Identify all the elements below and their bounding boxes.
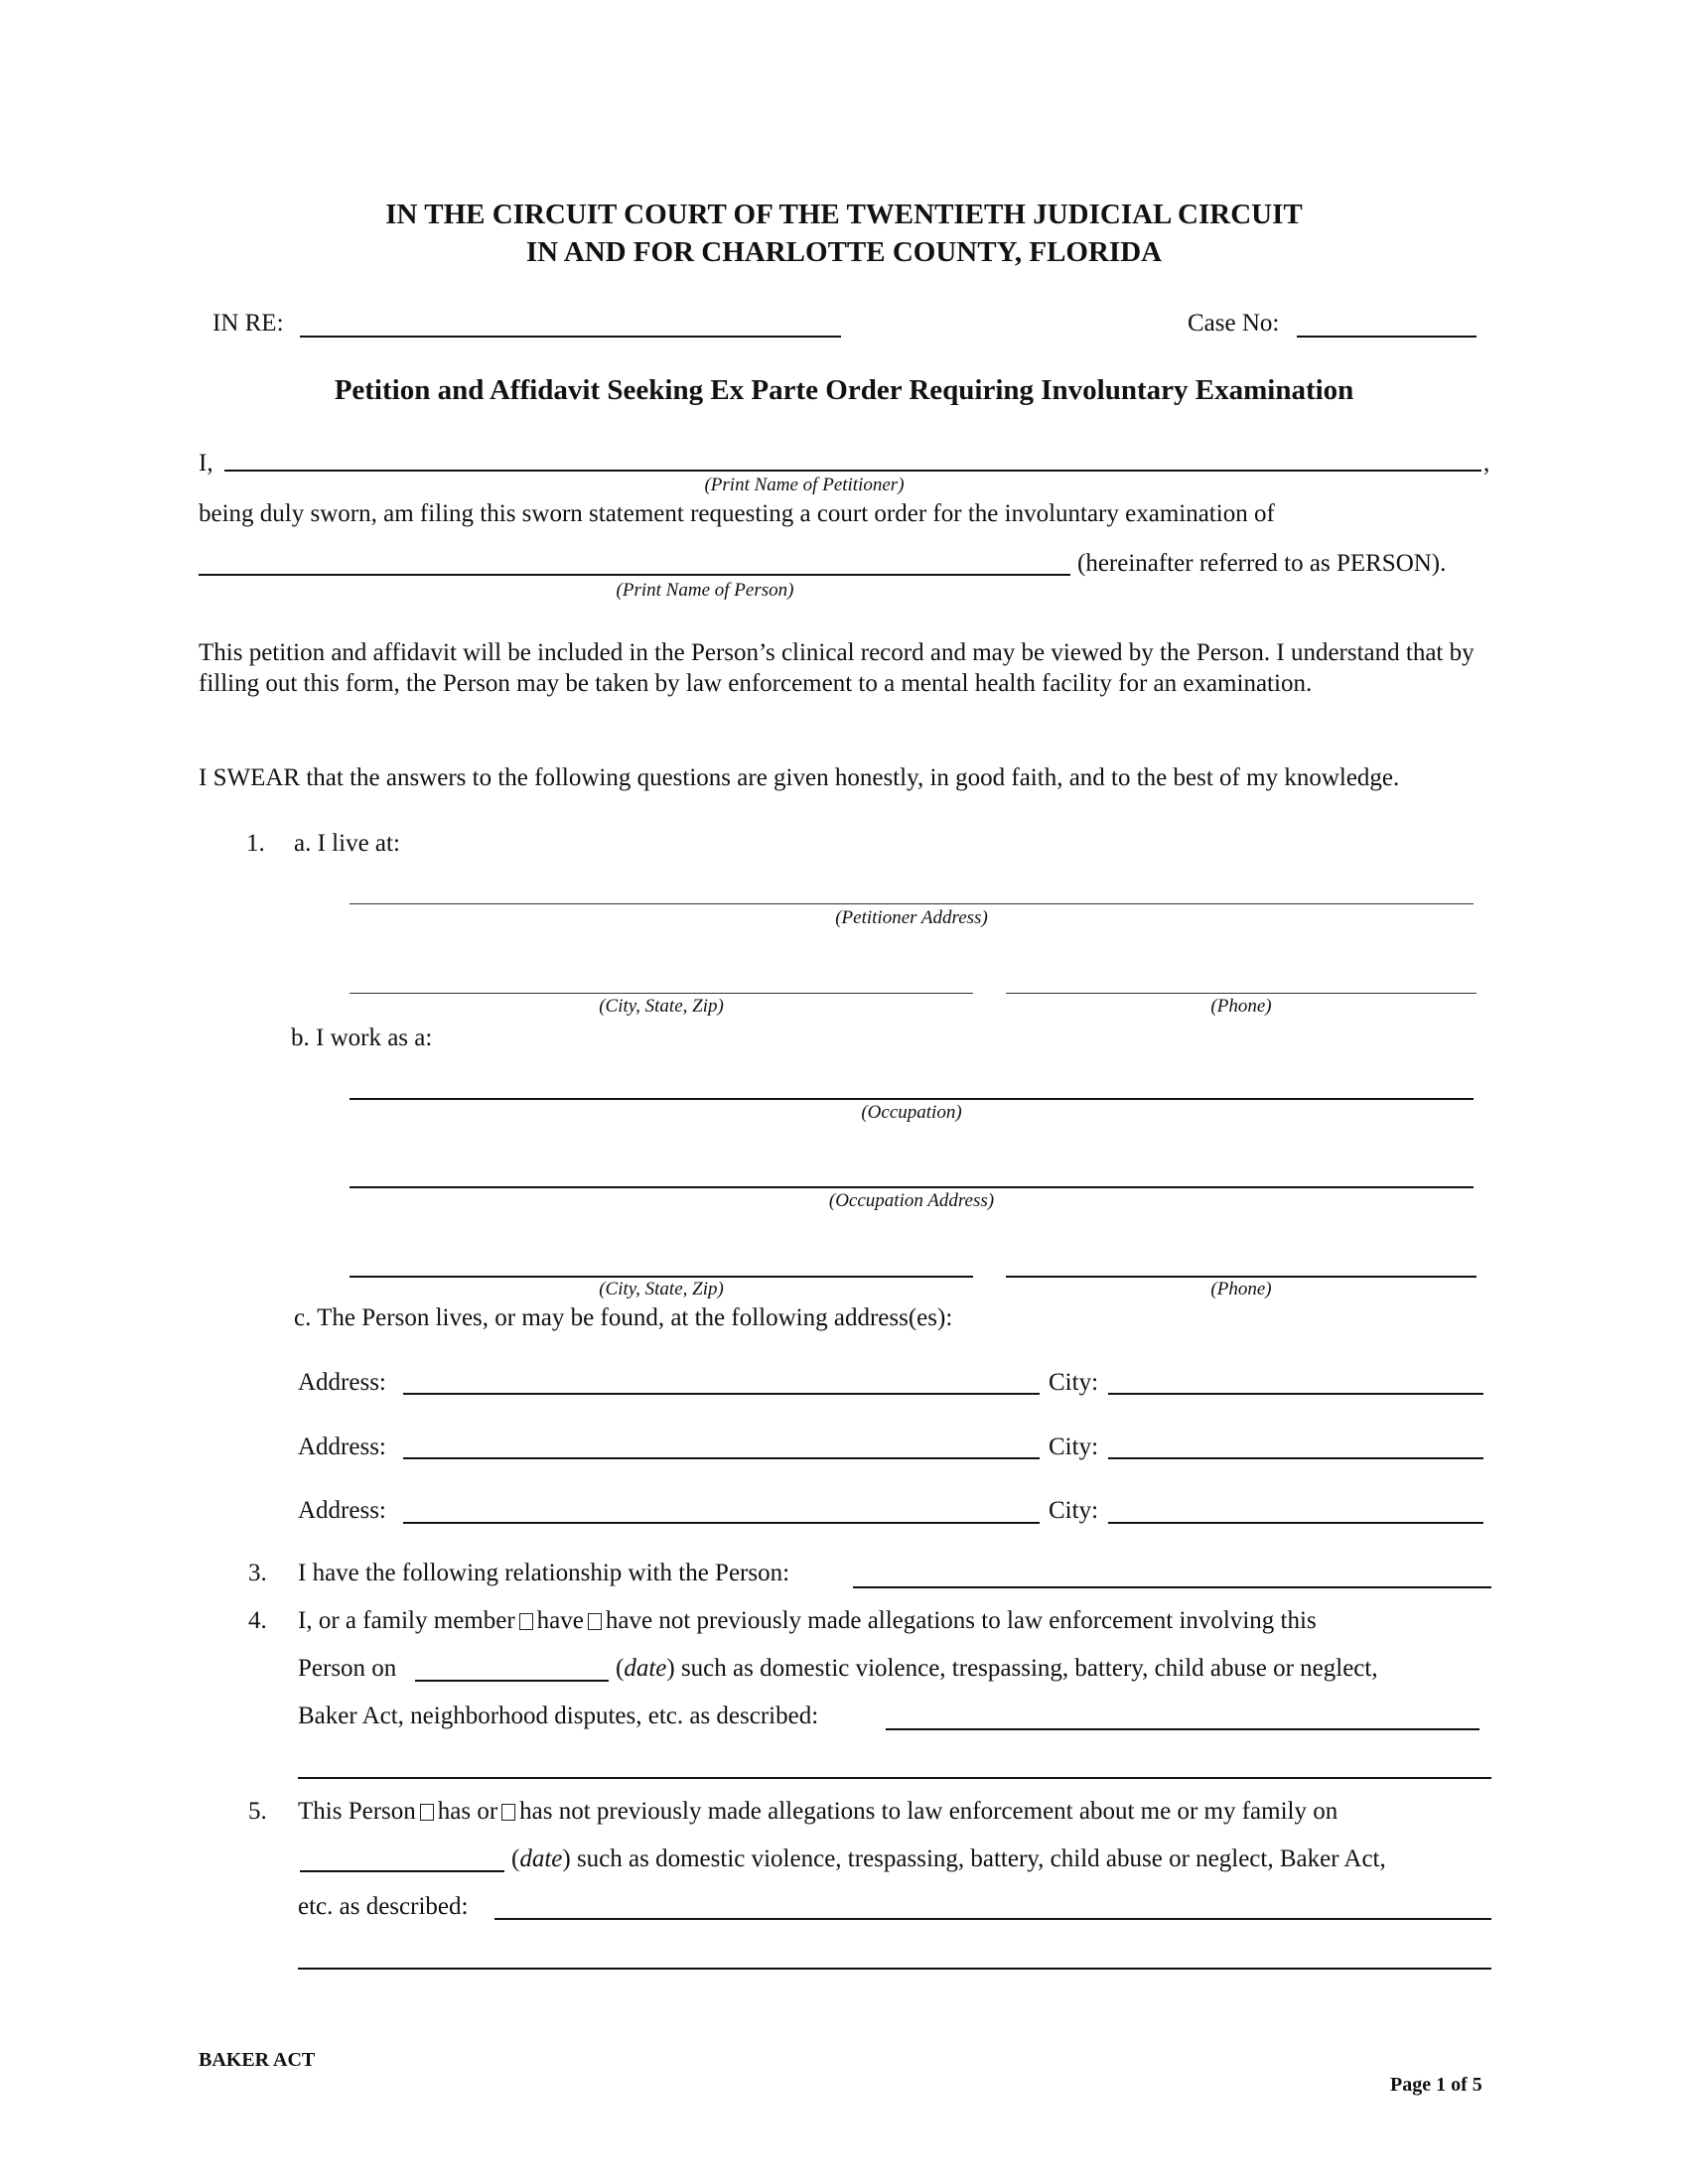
person-name-field[interactable] [199, 574, 1070, 576]
city-label-3: City: [1049, 1497, 1099, 1524]
case-no-label: Case No: [1188, 310, 1280, 337]
q4-line2-text: such as domestic violence, trespassing, battery, child abuse or neglect, [680, 1655, 1378, 1682]
petitioner-phone-field[interactable] [1006, 993, 1477, 994]
petitioner-city-field[interactable] [350, 993, 973, 994]
q4-date-field[interactable] [415, 1680, 609, 1682]
occupation-caption: (Occupation) [861, 1102, 962, 1123]
court-heading-line2: IN AND FOR CHARLOTTE COUNTY, FLORIDA [525, 236, 1163, 268]
person-city-field-1[interactable] [1108, 1393, 1483, 1395]
q4-line1 [298, 1606, 1317, 1636]
q5-line1-start: This Person [298, 1798, 416, 1825]
person-city-field-3[interactable] [1108, 1522, 1483, 1524]
q1a-label: a. I live at: [294, 830, 400, 857]
case-no-field[interactable] [1297, 336, 1477, 338]
q3-number: 3. [248, 1560, 267, 1586]
q4-description-field-1[interactable] [886, 1728, 1479, 1730]
comma: , [1483, 450, 1490, 477]
q5-description-field-2[interactable] [298, 1968, 1491, 1970]
q4-have-label: have [536, 1607, 584, 1634]
i-label: I, [199, 450, 213, 477]
person-address-field-1[interactable] [403, 1393, 1040, 1395]
sworn-statement-text: being duly sworn, am filing this sworn statement requesting a court order for the involuntary examination of [199, 500, 1275, 527]
occupation-phone-field[interactable] [1006, 1276, 1477, 1278]
q5-has-checkbox[interactable] [420, 1804, 434, 1821]
q4-have-checkbox[interactable] [519, 1613, 533, 1630]
page-title: Petition and Affidavit Seeking Ex Parte Order Requiring Involuntary Examination [334, 374, 1354, 406]
q4-person-on: Person on [298, 1655, 397, 1682]
q5-date-field[interactable] [300, 1870, 504, 1872]
q1-number: 1. [246, 830, 265, 857]
q5-line2-text: such as domestic violence, trespassing, battery, child abuse or neglect, Baker Act, [576, 1845, 1386, 1872]
swear-paragraph: I SWEAR that the answers to the following questions are given honestly, in good faith, and to the best of my knowledge. [199, 764, 1400, 791]
q5-line1-end: has not previously made allegations to law enforcement about me or my family on [519, 1798, 1338, 1825]
q5-description-field-1[interactable] [494, 1918, 1491, 1920]
q5-line2-rest: (date) such as domestic violence, trespassing, battery, child abuse or neglect, Baker Act, [511, 1845, 1386, 1872]
city-label-1: City: [1049, 1369, 1099, 1396]
clinical-record-paragraph: This petition and affidavit will be included in the Person’s clinical record and may be viewed by the Person. I understand that by filling out this form, the Person may be taken by law enforcement to a mental health facility for an examination. [199, 639, 1475, 697]
q4-have-not-checkbox[interactable] [588, 1613, 602, 1630]
address-label-3: Address: [298, 1497, 386, 1524]
person-name-caption: (Print Name of Person) [616, 580, 794, 601]
person-address-field-3[interactable] [403, 1522, 1040, 1524]
page-number: Page 1 of 5 [1390, 2074, 1482, 2096]
city-state-zip-caption-1: (City, State, Zip) [599, 996, 724, 1017]
city-state-zip-caption-2: (City, State, Zip) [599, 1279, 724, 1299]
q4-number: 4. [248, 1607, 267, 1634]
q4-line2-rest: (date) such as domestic violence, trespassing, battery, child abuse or neglect, [616, 1655, 1378, 1682]
phone-caption-2: (Phone) [1210, 1279, 1272, 1299]
q1c-label: c. The Person lives, or may be found, at the following address(es): [294, 1304, 953, 1331]
court-heading-line1: IN THE CIRCUIT COURT OF THE TWENTIETH JUDICIAL CIRCUIT [385, 199, 1303, 230]
person-address-field-2[interactable] [403, 1457, 1040, 1459]
q4-date-label: date [624, 1655, 667, 1682]
q3-text: I have the following relationship with the Person: [298, 1560, 790, 1586]
occupation-address-field[interactable] [350, 1186, 1474, 1188]
q4-line1-start: I, or a family member [298, 1607, 515, 1634]
petitioner-address-field[interactable] [350, 903, 1474, 904]
address-label-2: Address: [298, 1433, 386, 1460]
occupation-city-field[interactable] [350, 1276, 973, 1278]
q1b-label: b. I work as a: [291, 1024, 433, 1051]
address-label-1: Address: [298, 1369, 386, 1396]
petitioner-name-caption: (Print Name of Petitioner) [704, 475, 905, 495]
petitioner-name-field[interactable] [224, 470, 1481, 472]
q5-date-label: date [519, 1845, 563, 1872]
q5-line1 [298, 1797, 1337, 1827]
q5-line3: etc. as described: [298, 1893, 469, 1920]
footer-form-name: BAKER ACT [199, 2049, 316, 2071]
relationship-field[interactable] [853, 1586, 1491, 1588]
q4-line3: Baker Act, neighborhood disputes, etc. as described: [298, 1703, 819, 1729]
petitioner-address-caption: (Petitioner Address) [835, 907, 988, 928]
in-re-label: IN RE: [212, 310, 284, 337]
hereinafter-text: (hereinafter referred to as PERSON). [1077, 550, 1447, 577]
q4-description-field-2[interactable] [298, 1777, 1491, 1779]
q5-has-not-checkbox[interactable] [501, 1804, 515, 1821]
phone-caption-1: (Phone) [1210, 996, 1272, 1017]
person-city-field-2[interactable] [1108, 1457, 1483, 1459]
city-label-2: City: [1049, 1433, 1099, 1460]
occupation-field[interactable] [350, 1098, 1474, 1100]
q5-has-or-label: has or [437, 1798, 498, 1825]
q5-number: 5. [248, 1798, 267, 1825]
in-re-field[interactable] [300, 336, 841, 338]
q4-line1-end: have not previously made allegations to law enforcement involving this [605, 1607, 1317, 1634]
occupation-address-caption: (Occupation Address) [828, 1190, 995, 1211]
